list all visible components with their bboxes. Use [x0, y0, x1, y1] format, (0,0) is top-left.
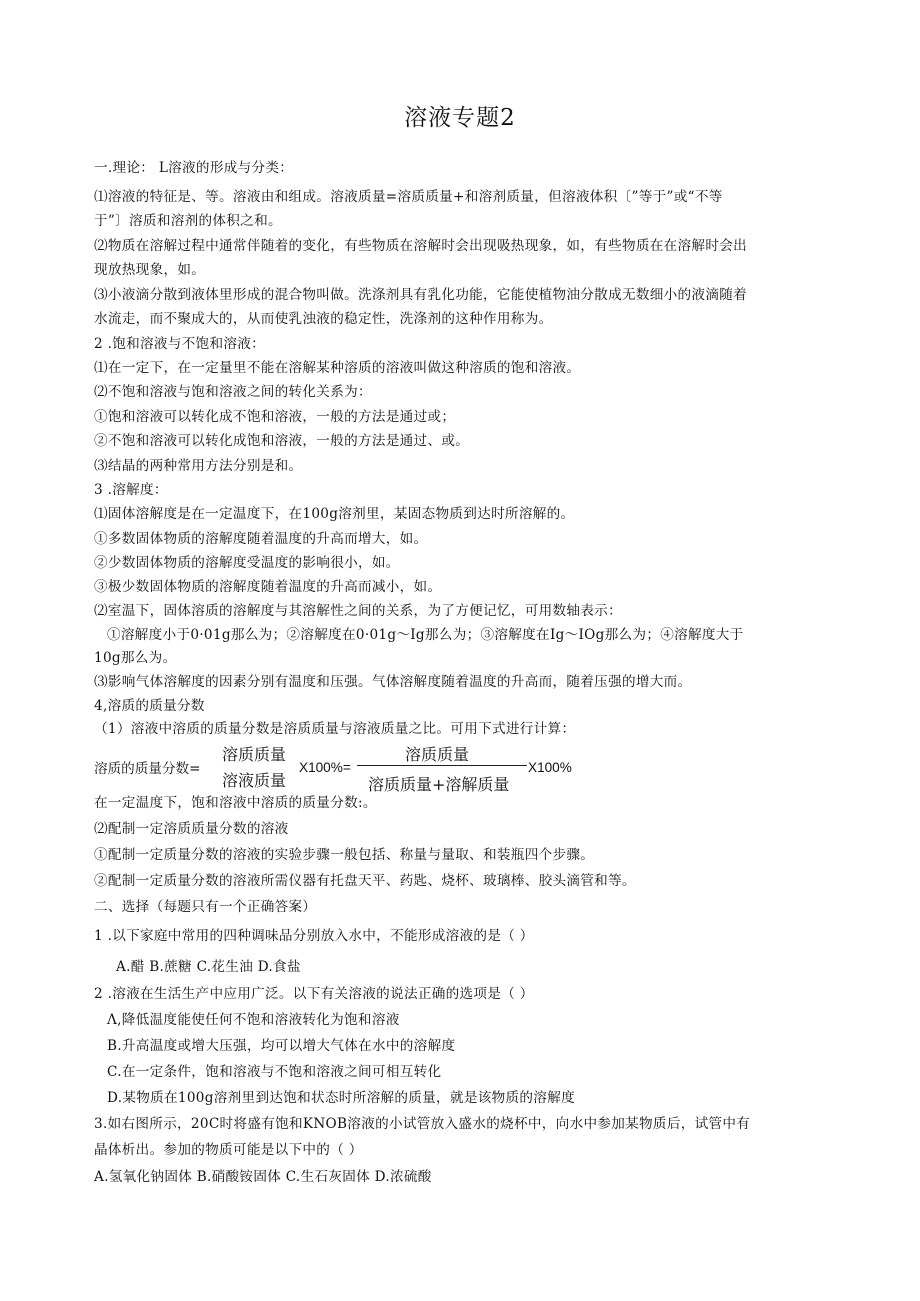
text-line: ⑵物质在溶解过程中通常伴随着的变化，有些物质在溶解时会出现吸热现象，如，有些物质在在溶解时会出 — [94, 238, 748, 254]
question-2-option-a: Λ,降低温度能使任何不饱和溶液转化为饱和溶液 — [107, 1012, 400, 1028]
text-line: 10g那么为。 — [94, 650, 177, 666]
text-line: ②配制一定质量分数的溶液所需仪器有托盘天平、药匙、烧杯、玻璃棒、胶头滴管和等。 — [94, 873, 636, 889]
formula-multiplier: X100%= — [299, 760, 351, 775]
text-line: ⑴在一定下，在一定量里不能在溶解某种溶质的溶液叫做这种溶质的饱和溶液。 — [94, 360, 581, 376]
text-line: ②不饱和溶液可以转化成饱和溶液，一般的方法是通过、或。 — [94, 433, 470, 449]
text-line: （1）溶液中溶质的质量分数是溶质质量与溶液质量之比。可用下式进行计算： — [94, 721, 576, 737]
text-line: ⑶小液滴分散到液体里形成的混合物叫做。洗涤剂具有乳化功能，它能使植物油分散成无数细小的液滴随着 — [94, 287, 748, 303]
text-line: ①配制一定质量分数的溶液的实验步骤一般包括、称量与量取、和装瓶四个步骤。 — [94, 847, 595, 863]
formula-denominator: 溶液质量 — [222, 771, 287, 790]
text-line: 一.理论： L溶液的形成与分类： — [94, 160, 294, 176]
text-line: 水流走，而不聚成大的，从而使乳浊液的稳定性，洗涤剂的这种作用称为。 — [94, 311, 553, 327]
text-line: ⑴固体溶解度是在一定温度下，在100g溶剂里，某固态物质到达时所溶解的。 — [94, 506, 575, 522]
question-3-options: A.氢氧化钠固体 B.硝酸铵固体 C.生石灰固体 D.浓硫酸 — [94, 1169, 432, 1185]
text-line: ②少数固体物质的溶解度受温度的影响很小，如。 — [94, 555, 400, 571]
question-3: 3.如右图所示，20C时将盛有饱和KNOB溶液的小试管放入盛水的烧杯中，向水中参加某物质后，试管中有 — [94, 1116, 751, 1132]
fraction-bar — [357, 765, 527, 766]
text-line: 于”〕溶质和溶剂的体积之和。 — [94, 213, 282, 229]
question-3: 晶体析出。参加的物质可能是以下中的（ ） — [94, 1142, 363, 1158]
text-line: 在一定温度下，饱和溶液中溶质的质量分数:。 — [94, 795, 377, 811]
text-line: 4,溶质的质量分数 — [94, 698, 205, 714]
question-1: 1 .以下家庭中常用的四种调味品分别放入水中，不能形成溶液的是（ ） — [94, 928, 534, 944]
text-line: ①溶解度小于0·01g那么为；②溶解度在0·01g〜Ig那么为；③溶解度在Ig〜IOg那么为；④溶解度大于 — [107, 627, 744, 643]
text-line: 现放热现象，如。 — [94, 262, 206, 278]
text-line: ⑵不饱和溶液与饱和溶液之间的转化关系为： — [94, 384, 372, 400]
question-2-option-b: B.升高温度或增大压强，均可以增大气体在水中的溶解度 — [107, 1038, 456, 1054]
question-2-option-c: C.在一定条件，饱和溶液与不饱和溶液之间可相互转化 — [107, 1064, 442, 1080]
text-line: 3 .溶解度： — [94, 482, 168, 498]
text-line: ⑵室温下，固体溶质的溶解度与其溶解性之间的关系，为了方便记忆，可用数轴表示： — [94, 603, 622, 619]
text-line: ⑶影响气体溶解度的因素分别有温度和压强。气体溶解度随着温度的升高而，随着压强的增大而。 — [94, 674, 692, 690]
text-line: ③极少数固体物质的溶解度随着温度的升高而减小，如。 — [94, 579, 442, 595]
text-line: 二、选择（每题只有一个正确答案） — [94, 899, 317, 915]
text-line: 2 .饱和溶液与不饱和溶液： — [94, 336, 266, 352]
question-2-option-d: D.某物质在100g溶剂里到达饱和状态时所溶解的质量，就是该物质的溶解度 — [107, 1090, 575, 1106]
formula-denominator: 溶质质量+溶解质量 — [368, 775, 510, 794]
formula-label: 溶质的质量分数= — [94, 761, 201, 777]
question-2: 2 .溶液在生活生产中应用广泛。以下有关溶液的说法正确的选项是（ ） — [94, 986, 534, 1002]
text-line: ①多数固体物质的溶解度随着温度的升高而增大，如。 — [94, 531, 428, 547]
formula-numerator: 溶质质量 — [222, 745, 287, 764]
text-line: ⑵配制一定溶质质量分数的溶液 — [94, 821, 289, 837]
formula-numerator: 溶质质量 — [405, 745, 470, 764]
formula-multiplier: X100% — [528, 760, 572, 775]
text-line: ①饱和溶液可以转化成不饱和溶液，一般的方法是通过或； — [94, 409, 456, 425]
text-line: ⑴溶液的特征是、等。溶液由和组成。溶液质量=溶质质量+和溶剂质量，但溶液体积〔”等于”或“不等 — [94, 189, 723, 205]
question-1-options: A.醋 B.蔗糖 C.花生油 D.食盐 — [116, 959, 301, 975]
text-line: ⑶结晶的两种常用方法分别是和。 — [94, 458, 303, 474]
page-title: 溶液专题2 — [404, 105, 516, 131]
